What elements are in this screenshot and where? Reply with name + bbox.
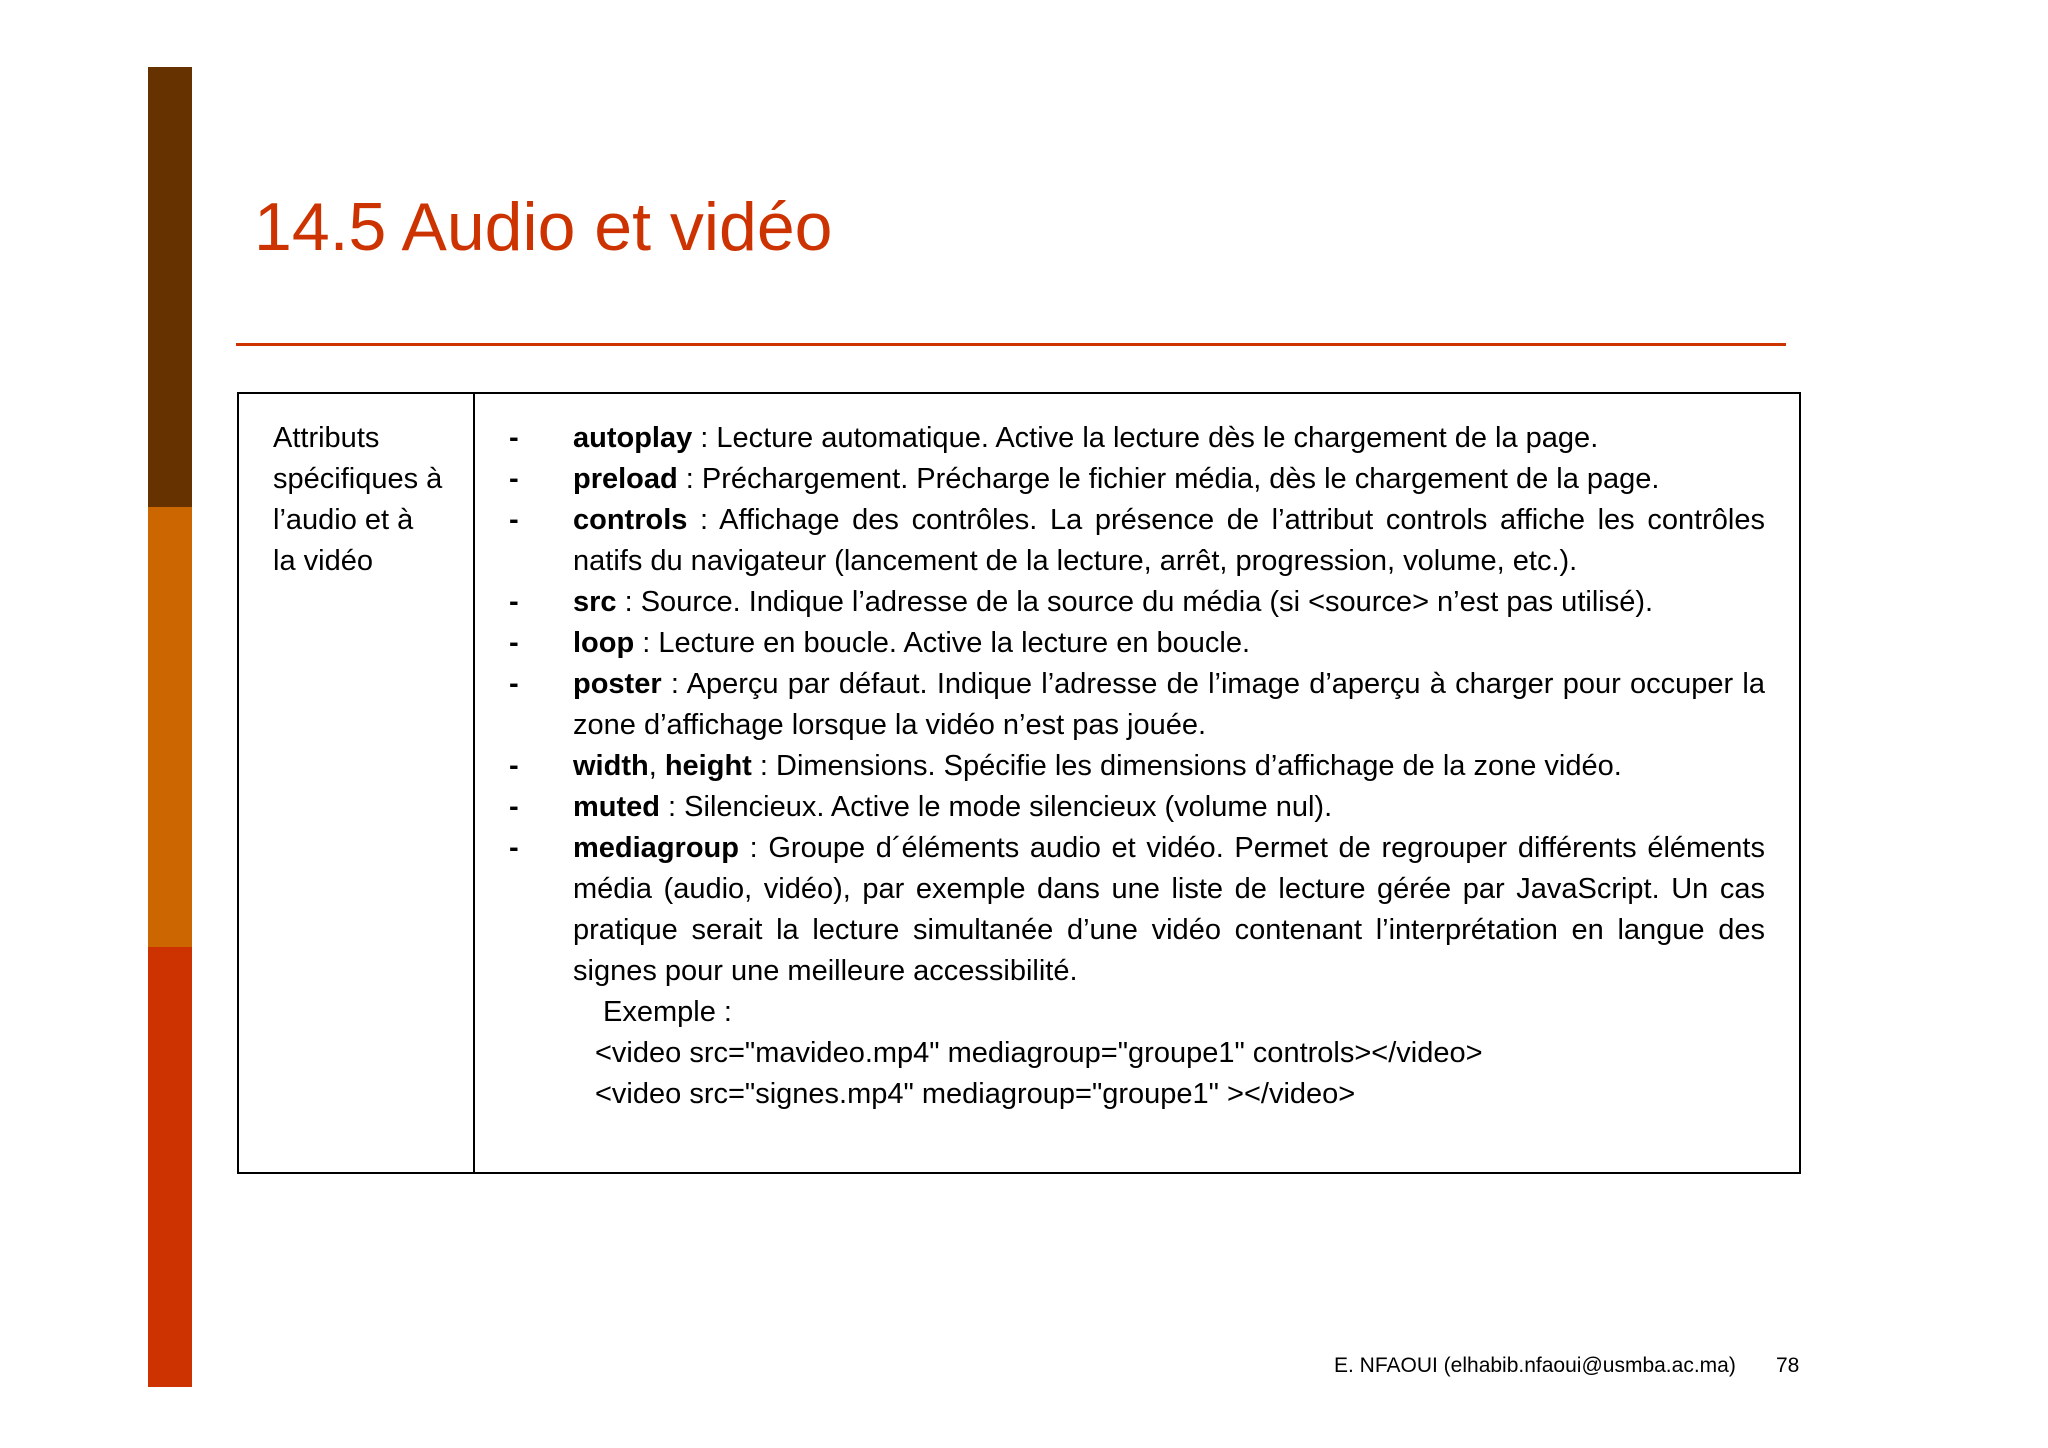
decor-bar-middle: [148, 507, 192, 947]
attributes-table: [237, 392, 1801, 1174]
example-label: Exemple :: [603, 996, 732, 1028]
desc: : Préchargement. Précharge le fichier média, dès le chargement de la page.: [677, 463, 1660, 495]
example-code-line-1: <video src="mavideo.mp4" mediagroup="groupe1" controls></video>: [595, 1037, 1483, 1069]
term: poster: [573, 668, 662, 700]
item-body: [573, 418, 1765, 459]
list-item-src: [509, 582, 1765, 623]
dash: -: [509, 504, 519, 536]
table-right-cell: [475, 394, 1799, 1172]
footer-author: E. NFAOUI (elhabib.nfaoui@usmba.ac.ma): [1334, 1354, 1736, 1377]
left-label: Attributs spécifiques à l’audio et à la vidéo: [273, 422, 443, 577]
dash: -: [509, 832, 519, 864]
term: preload: [573, 463, 678, 495]
item-body: [573, 500, 1765, 582]
item-body: [573, 459, 1765, 500]
term: mediagroup: [573, 832, 739, 864]
term: controls: [573, 504, 688, 536]
list-item-preload: [509, 459, 1765, 500]
term: width: [573, 750, 649, 782]
desc: : Dimensions. Spécifie les dimensions d’affichage de la zone vidéo.: [751, 750, 1622, 782]
dash: -: [509, 668, 519, 700]
term: muted: [573, 791, 660, 823]
item-body: [573, 828, 1765, 992]
desc: : Aperçu par défaut. Indique l’adresse de l’image d’aperçu à charger pour occuper la zone d’affichage lorsque la vidéo n’est pas jouée.: [573, 668, 1765, 741]
desc: : Silencieux. Active le mode silencieux (volume nul).: [660, 791, 1333, 823]
list-item-autoplay: [509, 418, 1765, 459]
dash: -: [509, 627, 519, 659]
list-item-controls: [509, 500, 1765, 582]
separator: ,: [648, 750, 665, 782]
desc: : Affichage des contrôles. La présence de l’attribut controls affiche les contrôles natifs du navigateur (lancement de la lecture, arrêt, progression, volume, etc.).: [573, 504, 1765, 577]
dash: -: [509, 422, 519, 454]
list-item-mediagroup: [509, 828, 1765, 992]
title-underline: [236, 343, 1786, 346]
page-number: 78: [1776, 1354, 1800, 1377]
slide-title: 14.5 Audio et vidéo: [254, 189, 833, 265]
item-body: [573, 787, 1765, 828]
term-2: height: [664, 750, 752, 782]
item-body: [573, 623, 1765, 664]
term: autoplay: [573, 422, 693, 454]
desc: : Lecture automatique. Active la lecture dès le chargement de la page.: [692, 422, 1599, 454]
list-item-poster: [509, 664, 1765, 746]
list-item-loop: [509, 623, 1765, 664]
term: src: [573, 586, 617, 618]
dash: -: [509, 791, 519, 823]
dash: -: [509, 463, 519, 495]
dash: -: [509, 586, 519, 618]
desc: : Source. Indique l’adresse de la source du média (si <source> n’est pas utilisé).: [616, 586, 1654, 618]
item-body: [573, 746, 1765, 787]
decor-bar-top: [148, 67, 192, 507]
decor-bar-bottom: [148, 947, 192, 1387]
item-body: [573, 582, 1765, 623]
list-item-muted: [509, 787, 1765, 828]
dash: -: [509, 750, 519, 782]
table-left-cell: [239, 394, 475, 1172]
example-code-line-2: <video src="signes.mp4" mediagroup="groupe1" ></video>: [595, 1078, 1356, 1110]
desc: : Lecture en boucle. Active la lecture en boucle.: [634, 627, 1251, 659]
desc: : Groupe d´éléments audio et vidéo. Permet de regrouper différents éléments média (audio, vidéo), par exemple dans une liste de lecture gérée par JavaScript. Un cas pratique serait la lecture simultanée d’une vidéo contenant l’interprétation en langue des signes pour une meilleure accessibilité.: [573, 832, 1765, 987]
list-item-width-height: [509, 746, 1765, 787]
term: loop: [573, 627, 635, 659]
item-body: [573, 664, 1765, 746]
